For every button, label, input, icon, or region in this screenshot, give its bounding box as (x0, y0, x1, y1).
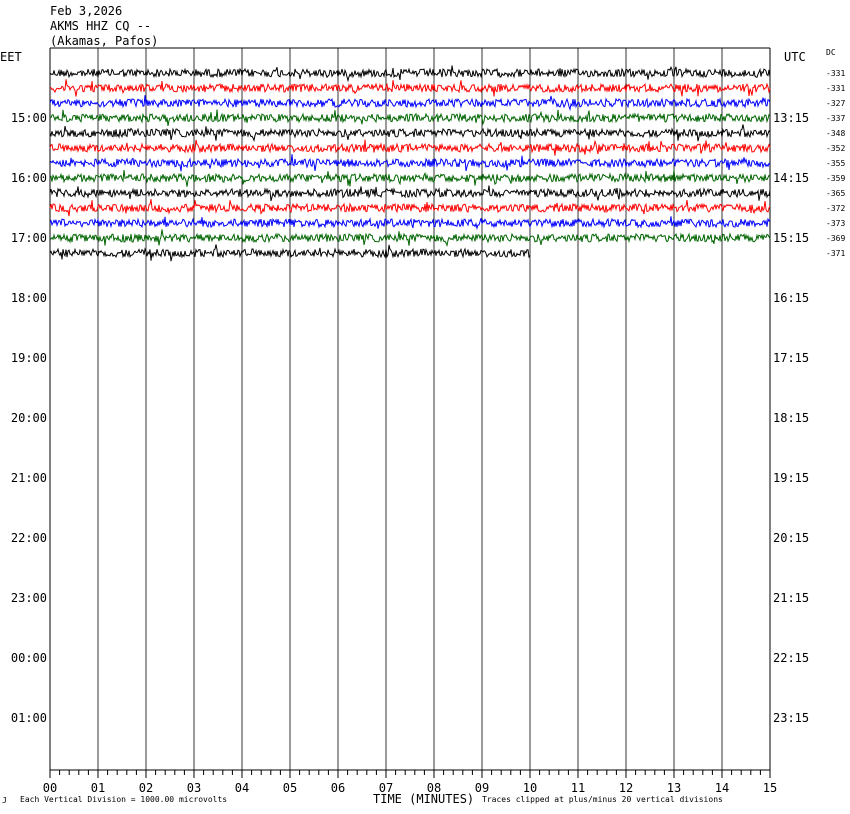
x-tick-label: 09 (474, 781, 490, 795)
seismic-trace (50, 79, 770, 96)
right-hour-label: 15:15 (773, 231, 810, 245)
seismic-trace (50, 229, 770, 245)
station-code: AKMS HHZ CQ -- (50, 19, 152, 33)
x-tick-label: 14 (714, 781, 730, 795)
left-hour-label: 22:00 (10, 531, 47, 545)
seismic-trace (50, 66, 770, 81)
x-axis-title: TIME (MINUTES) (373, 792, 475, 806)
right-hour-label: 16:15 (773, 291, 810, 305)
x-tick-label: 00 (42, 781, 58, 795)
station-location: (Akamas, Pafos) (50, 34, 159, 48)
left-hour-label: 15:00 (10, 111, 47, 125)
right-hour-label: 20:15 (773, 531, 810, 545)
helicorder-date: Feb 3,2026 (50, 4, 123, 18)
right-hour-label: 19:15 (773, 471, 810, 485)
x-tick-label: 04 (234, 781, 250, 795)
right-hour-label: 21:15 (773, 591, 810, 605)
clip-note: Traces clipped at plus/minus 20 vertical divisions (482, 795, 723, 804)
dc-offset-label: -365 (826, 189, 846, 198)
x-tick-label: 11 (570, 781, 586, 795)
x-tick-label: 12 (618, 781, 634, 795)
x-tick-label: 08 (426, 781, 442, 795)
left-hour-label: 18:00 (10, 291, 47, 305)
left-hour-label: 20:00 (10, 411, 47, 425)
right-hour-label: 18:15 (773, 411, 810, 425)
dc-offset-label: -352 (826, 144, 846, 153)
x-tick-label: 15 (762, 781, 778, 795)
left-hour-label: 00:00 (10, 651, 47, 665)
left-hour-label: 23:00 (10, 591, 47, 605)
dc-offset-label: -337 (826, 114, 846, 123)
x-tick-label: 06 (330, 781, 346, 795)
dc-offset-label: -331 (826, 84, 846, 93)
left-timezone-label: EET (0, 50, 22, 64)
left-hour-label: 17:00 (10, 231, 47, 245)
x-tick-label: 07 (378, 781, 394, 795)
left-hour-label: 16:00 (10, 171, 47, 185)
seismic-trace (50, 154, 770, 171)
seismic-trace (50, 110, 770, 126)
right-hour-label: 22:15 (773, 651, 810, 665)
right-hour-label: 14:15 (773, 171, 810, 185)
dc-offset-label: -327 (826, 99, 846, 108)
x-tick-label: 05 (282, 781, 298, 795)
x-tick-label: 03 (186, 781, 202, 795)
dc-column-header: DC (826, 48, 836, 57)
left-hour-label: 01:00 (10, 711, 47, 725)
seismic-trace (50, 199, 770, 216)
x-tick-label: 13 (666, 781, 682, 795)
dc-offset-label: -371 (826, 249, 846, 258)
left-hour-label: 19:00 (10, 351, 47, 365)
corner-mark: J (2, 796, 7, 805)
x-tick-label: 01 (90, 781, 106, 795)
seismic-trace (50, 216, 770, 229)
seismic-trace (50, 140, 770, 156)
dc-offset-label: -348 (826, 129, 846, 138)
seismic-trace (50, 95, 770, 109)
seismic-trace (50, 170, 770, 187)
scale-note: Each Vertical Division = 1000.00 microvolts (20, 795, 228, 804)
right-hour-label: 13:15 (773, 111, 810, 125)
right-timezone-label: UTC (784, 50, 806, 64)
left-hour-label: 21:00 (10, 471, 47, 485)
dc-offset-label: -369 (826, 234, 846, 243)
right-hour-label: 17:15 (773, 351, 810, 365)
dc-offset-label: -331 (826, 69, 846, 78)
dc-offset-label: -359 (826, 174, 846, 183)
seismic-trace (50, 125, 770, 142)
dc-offset-label: -355 (826, 159, 846, 168)
x-tick-label: 02 (138, 781, 154, 795)
dc-offset-label: -372 (826, 204, 846, 213)
dc-offset-label: -373 (826, 219, 846, 228)
right-hour-label: 23:15 (773, 711, 810, 725)
seismic-trace (50, 186, 770, 201)
x-tick-label: 10 (522, 781, 538, 795)
